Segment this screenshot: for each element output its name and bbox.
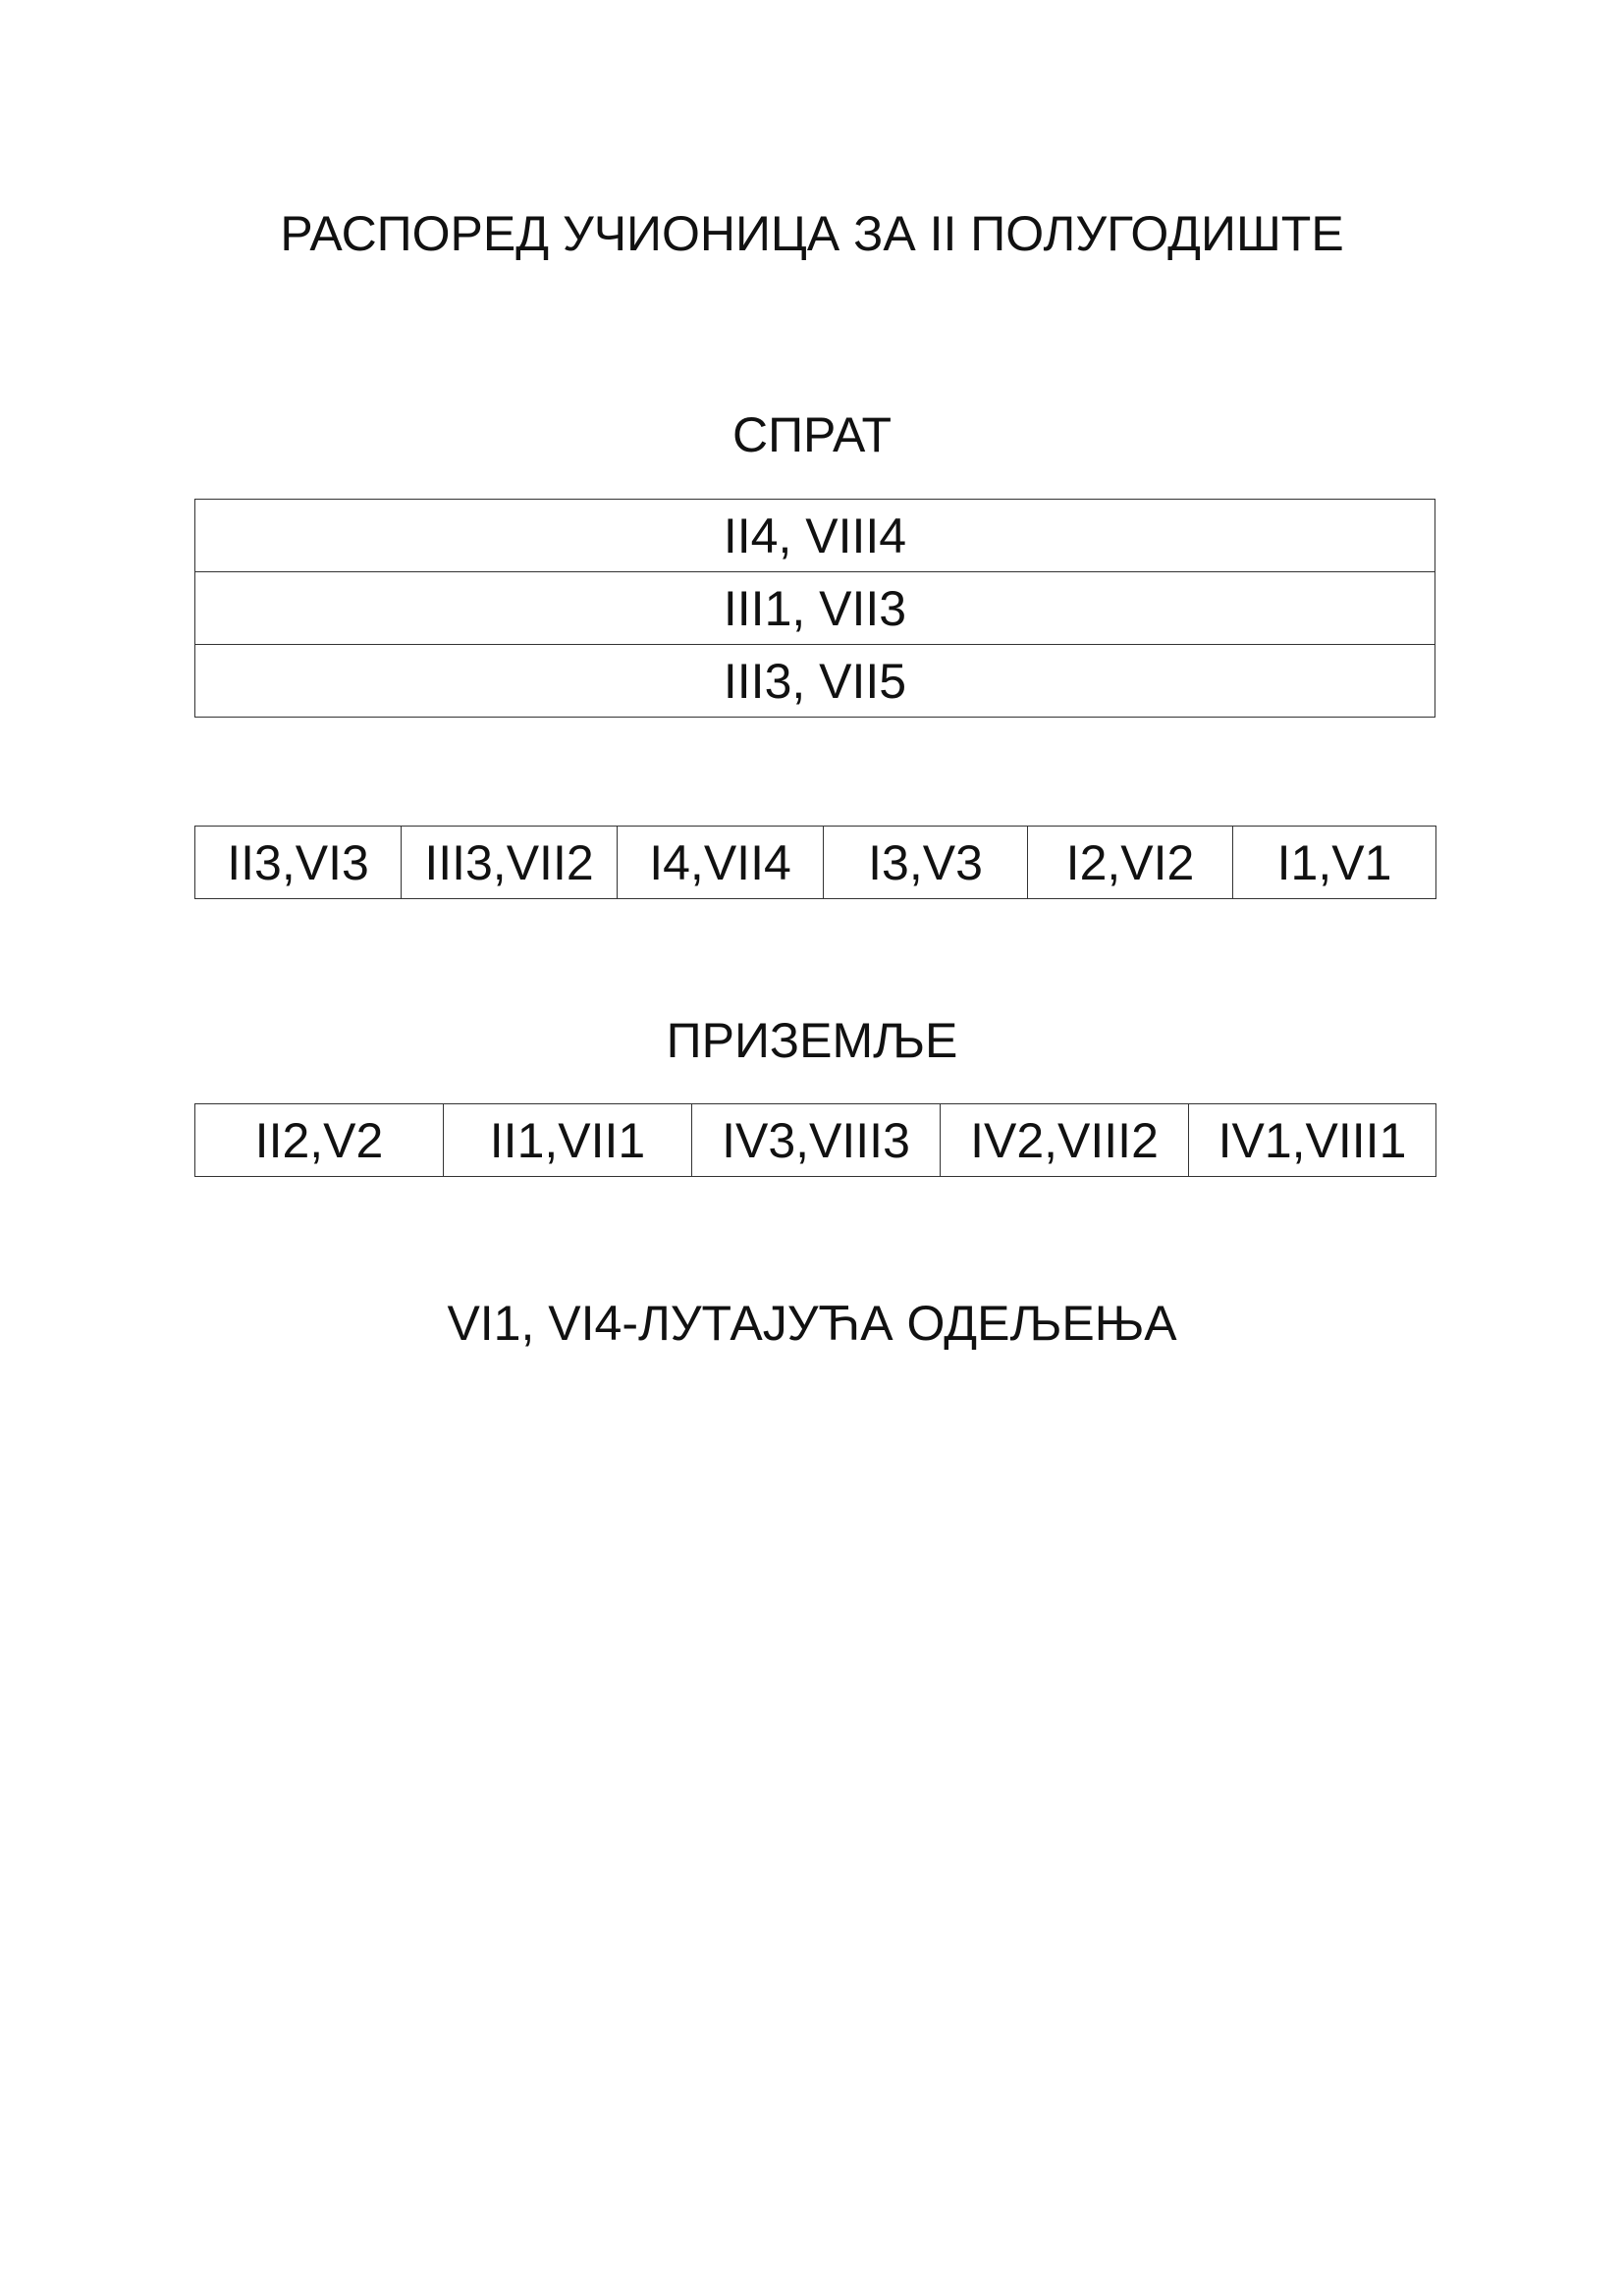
page-title: РАСПОРЕД УЧИОНИЦА ЗА II ПОЛУГОДИШТЕ — [280, 206, 1344, 261]
table-row — [195, 1104, 1436, 1177]
floor-heading: СПРАТ — [731, 407, 893, 462]
table-cell: I1,V1 — [1233, 827, 1436, 899]
table-cell: I2,VI2 — [1028, 827, 1233, 899]
table-cell: II2,V2 — [195, 1104, 444, 1177]
table-cell: II1,VII1 — [444, 1104, 692, 1177]
table-cell: IV3,VIII3 — [692, 1104, 941, 1177]
table-row — [195, 827, 1436, 899]
table-cell: III3, VII5 — [195, 645, 1435, 718]
table-cell: III1, VII3 — [195, 572, 1435, 645]
table-row — [195, 645, 1435, 718]
table-cell: IV2,VIII2 — [941, 1104, 1189, 1177]
table-cell: II3,VI3 — [195, 827, 402, 899]
floor-stacked-table — [194, 499, 1435, 718]
floor-row-table — [194, 826, 1436, 899]
table-cell: III3,VII2 — [402, 827, 618, 899]
table-cell: IV1,VIII1 — [1189, 1104, 1436, 1177]
table-cell: I4,VII4 — [618, 827, 824, 899]
table-row — [195, 500, 1435, 572]
ground-floor-table — [194, 1103, 1436, 1177]
table-row — [195, 572, 1435, 645]
ground-floor-heading: ПРИЗЕМЉЕ — [666, 1013, 958, 1068]
table-cell: I3,V3 — [824, 827, 1028, 899]
table-cell: II4, VIII4 — [195, 500, 1435, 572]
roaming-classes-note: VI1, VI4-ЛУТАЈУЋА ОДЕЉЕЊА — [447, 1296, 1177, 1351]
